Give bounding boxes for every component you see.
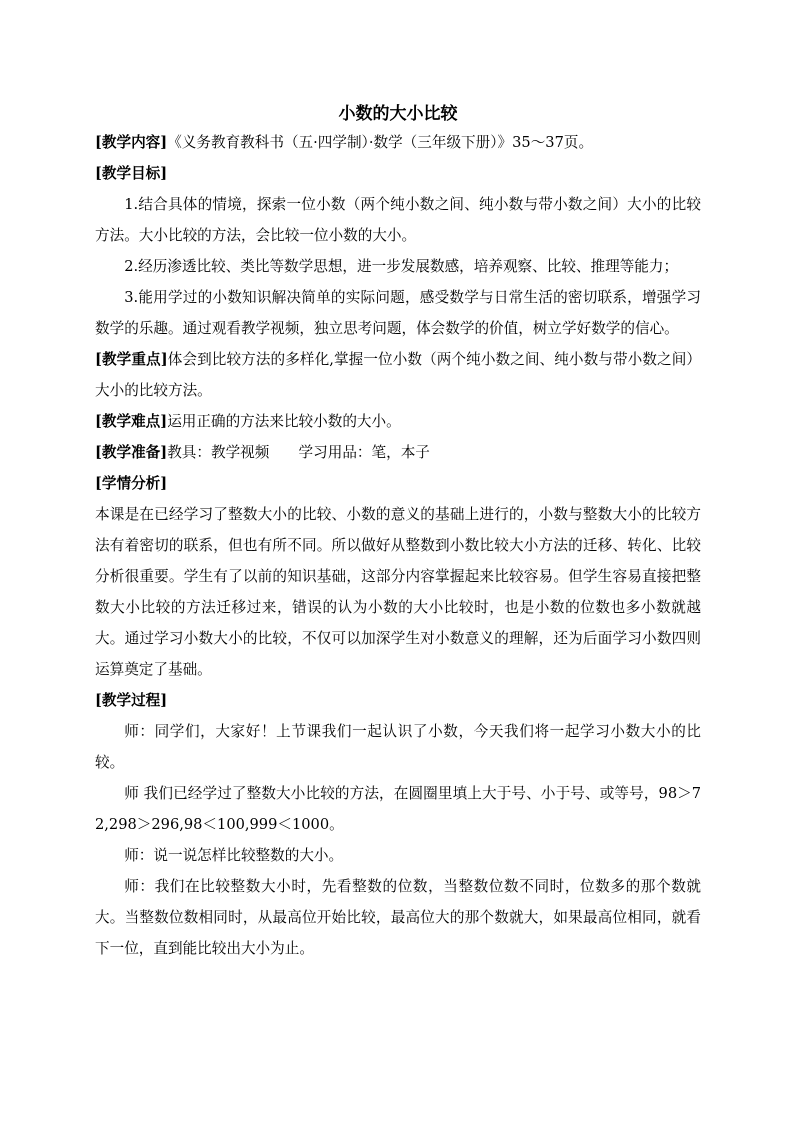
teaching-preparation [95, 437, 701, 468]
process-paragraph-1: 师：同学们，大家好！上节课我们一起认识了小数，今天我们将一起学习小数大小的比较。 [95, 723, 701, 771]
process-paragraph-3: 师：说一说怎样比较整数的大小。 [124, 847, 344, 864]
goal-3: 3.能用学过的小数知识解决简单的实际问题，感受数学与日常生活的密切联系，增强学习数学的乐趣。通过观看教学视频，独立思考问题，体会数学的价值，树立学好数学的信心。 [95, 289, 701, 337]
document-body [95, 127, 701, 964]
goal-2: 2.经历渗透比较、类比等数学思想，进一步发展数感，培养观察、比较、推理等能力； [124, 258, 679, 275]
teaching-content-text: 《义务教育教科书（五·四学制）·数学（三年级下册）》35～37页。 [167, 134, 594, 151]
teaching-key-points [95, 344, 701, 406]
process-heading: [教学过程] [95, 692, 168, 709]
teaching-content [95, 127, 701, 158]
difficulty-text: 运用正确的方法来比较小数的大小。 [167, 413, 401, 430]
analysis-text: 本课是在已经学习了整数大小的比较、小数的意义的基础上进行的，小数与整数大小的比较方法有着密切的联系，但也有所不同。所以做好从整数到小数比较大小方法的迁移、转化、比较分析很重要。学生有了以前的知识基础，这部分内容掌握起来比较容易。但学生容易直接把整数大小比较的方法迁移过来，错误的认为小数的大小比较时，也是小数的位数也多小数就越大。通过学习小数大小的比较，不仅可以加深学生对小数意义的理解，还为后面学习小数四则运算奠定了基础。 [95, 506, 701, 678]
process-paragraph-2: 师 我们已经学过了整数大小比较的方法，在圆圈里填上大于号、小于号、或等号，98＞72,298＞296,98＜100,999＜1000。 [95, 785, 701, 833]
teaching-difficulty [95, 406, 701, 437]
goal-1: 1.结合具体的情境，探索一位小数（两个纯小数之间、纯小数与带小数之间）大小的比较方法。大小比较的方法，会比较一位小数的大小。 [95, 196, 701, 244]
process-paragraph-4: 师：我们在比较整数大小时，先看整数的位数，当整数位数不同时，位数多的那个数就大。当整数位数相同时，从最高位开始比较，最高位大的那个数就大，如果最高位相同，就看下一位，直到能比较出大小为止。 [95, 878, 701, 957]
preparation-text: 教具：教学视频 学习用品：笔，本子 [167, 444, 430, 461]
key-points-label: [教学重点] [95, 351, 168, 368]
key-points-text: 体会到比较方法的多样化,掌握一位小数（两个纯小数之间、纯小数与带小数之间）大小的比较方法。 [95, 351, 701, 399]
analysis-heading: [学情分析] [95, 475, 168, 492]
preparation-label: [教学准备] [95, 444, 168, 461]
page-title: 小数的大小比较 [338, 104, 458, 124]
difficulty-label: [教学难点] [95, 413, 168, 430]
teaching-content-label: [教学内容] [95, 134, 168, 151]
teaching-goals-heading: [教学目标] [95, 165, 168, 182]
